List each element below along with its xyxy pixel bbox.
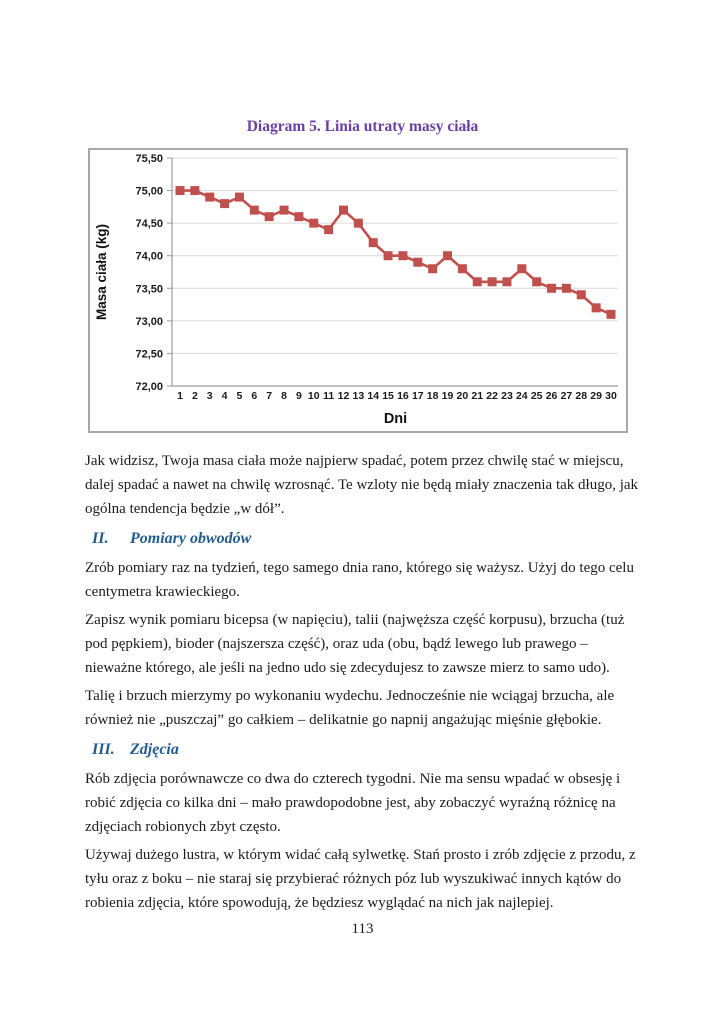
data-point-marker [384,251,393,260]
data-point-marker [562,284,571,293]
x-tick-label: 25 [530,390,543,402]
data-point-marker [443,251,452,260]
data-point-marker [428,264,437,273]
data-point-marker [607,310,616,319]
data-point-marker [265,212,274,221]
y-tick-label: 72,50 [135,348,163,361]
x-tick-label: 21 [471,390,484,402]
x-tick-label: 26 [545,390,558,402]
section-number: II. [92,530,109,547]
x-tick-label: 5 [236,390,243,402]
data-point-marker [398,251,407,260]
data-point-marker [205,193,214,202]
x-tick-label: 24 [515,390,528,402]
x-tick-label: 10 [307,390,320,402]
section-heading-pomiary-obwodow [85,527,640,551]
data-point-marker [176,186,185,195]
data-point-marker [220,199,229,208]
data-point-marker [502,277,511,286]
x-tick-label: 20 [456,390,469,402]
section-number: III. [92,741,115,758]
x-tick-label: 7 [266,390,273,402]
paragraph-measure-weekly: Zrób pomiary raz na tydzień, tego samego dnia rano, którego się ważysz. Użyj do tego celu centymetra krawieckiego. [85,560,634,600]
data-point-marker [369,238,378,247]
x-tick-label: 4 [221,390,228,402]
x-tick-label: 22 [486,390,498,402]
data-point-marker [190,186,199,195]
data-point-marker [532,277,541,286]
data-point-marker [324,225,333,234]
x-tick-label: 18 [426,390,439,402]
y-tick-label: 73,00 [135,315,163,328]
x-tick-label: 14 [367,390,380,402]
y-tick-label: 73,50 [135,283,163,296]
paragraph-photos-mirror: Używaj dużego lustra, w którym widać całą sylwetkę. Stań prosto i zrób zdjęcie z przodu, z tyłu oraz z boku – nie staraj się przybierać różnych póz lub wyszukiwać innych kątów do robienia zdjęcia, które spowodują, że będziesz wyglądać na nich jak najlepiej. [85,847,636,911]
x-tick-label: 30 [605,390,617,402]
data-point-marker [354,219,363,228]
paragraph-measure-sites: Zapisz wynik pomiaru bicepsa (w napięciu), talii (najwęższa część korpusu), brzucha (tuż pod pępkiem), bioder (najszersza część), oraz uda (obu, bądź lewego lub prawego – nieważne którego, ale jeśli na jedno udo się zdecydujesz to zawsze mierz to samo udo). [85,612,625,676]
data-point-marker [592,303,601,312]
y-tick-label: 74,50 [135,218,163,231]
x-tick-label: 8 [281,390,287,402]
data-point-marker [517,264,526,273]
x-tick-label: 29 [590,390,602,402]
chart-frame [88,148,628,433]
paragraph-waist-belly: Talię i brzuch mierzymy po wykonaniu wydechu. Jednocześnie nie wciągaj brzucha, ale również nie „puszczaj” go całkiem – delikatnie go napnij angażując mięśnie głębokie. [85,688,615,728]
x-tick-label: 13 [352,390,365,402]
y-tick-label: 75,00 [135,185,163,198]
x-axis-title: Dni [383,411,408,427]
paragraph-photos-frequency: Rób zdjęcia porównawcze co dwa do czterech tygodni. Nie ma sensu wpadać w obsesję i robić zdjęcia co kilka dni – mało prawdopodobne jest, aby zobaczyć wyraźną różnicę na zdjęciach robionych zbyt często. [85,771,621,835]
x-tick-label: 6 [251,390,258,402]
y-tick-label: 74,00 [135,250,163,263]
data-point-marker [294,212,303,221]
data-point-marker [339,206,348,215]
weight-loss-line-chart [90,150,626,431]
x-tick-label: 3 [206,390,213,402]
data-point-marker [280,206,289,215]
data-point-marker [577,290,586,299]
x-tick-label: 27 [560,390,573,402]
x-tick-label: 16 [397,390,409,402]
data-point-marker [458,264,467,273]
data-point-marker [413,258,422,267]
paragraph-weight-trend: Jak widzisz, Twoja masa ciała może najpierw spadać, potem przez chwilę stać w miejscu, dalej spadać a nawet na chwilę wzrosnąć. Te wzloty nie będą miały znaczenia tak długo, jak ogólna tendencja będzie „w dół”. [85,453,639,517]
y-tick-label: 75,50 [135,153,163,165]
x-tick-label: 23 [501,390,513,402]
y-axis-title: Masa ciała (kg) [94,223,109,321]
data-point-marker [547,284,556,293]
x-tick-label: 1 [177,390,183,402]
weight-series-line [180,191,611,315]
diagram-caption: Diagram 5. Linia utraty masy ciała [246,118,479,135]
section-heading-label: Zdjęcia [130,741,179,758]
section-heading-zdjecia [85,738,640,762]
section-heading-label: Pomiary obwodów [130,530,252,547]
x-tick-label: 19 [441,390,454,402]
x-tick-label: 11 [323,390,335,402]
y-tick-label: 72,00 [135,381,163,393]
data-point-marker [250,206,259,215]
x-tick-label: 12 [337,390,350,402]
data-point-marker [309,219,318,228]
data-point-marker [488,277,497,286]
x-tick-label: 28 [575,390,588,402]
x-tick-label: 17 [411,390,424,402]
data-point-marker [235,193,244,202]
x-tick-label: 15 [382,390,394,402]
x-tick-label: 2 [191,390,198,402]
page-number: 113 [351,921,374,937]
data-point-marker [473,277,482,286]
x-tick-label: 9 [295,390,302,402]
